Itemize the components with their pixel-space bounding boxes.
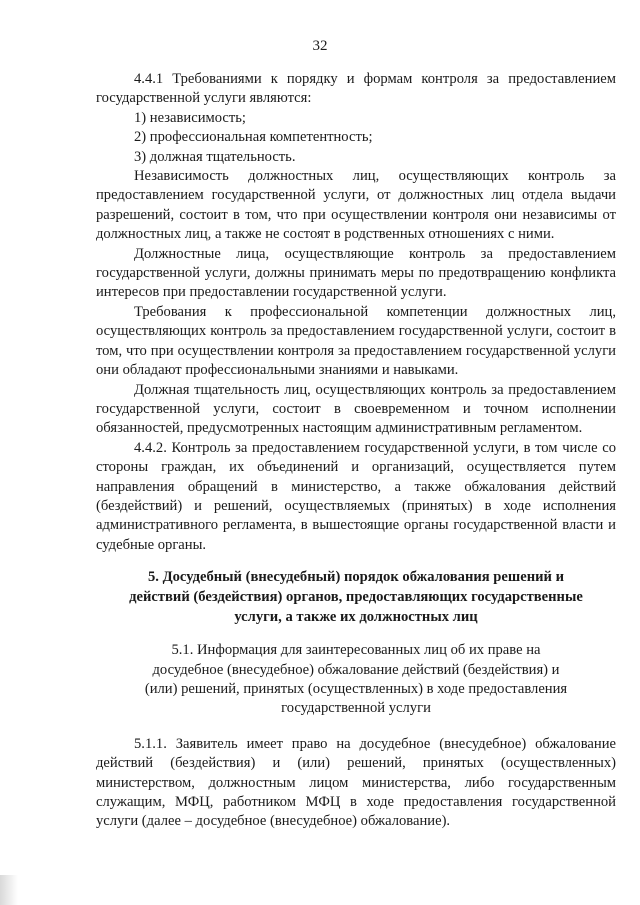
list-item-diligence: 3) должная тщательность. xyxy=(134,148,296,165)
list-item-competence: 2) профессиональная компетентность; xyxy=(134,129,373,146)
section-5-title: 5. Досудебный (внесудебный) порядок обжалования решений и действий (бездействия) органов, предоставляющих государственные услуги, а также их должностных лиц xyxy=(129,569,583,626)
paragraph-4-4-2: 4.4.2. Контроль за предоставлением государственной услуги, в том числе со стороны граждан, их объединений и организаций, осуществляется путем направления обращений в министерство, а также обжалования действий (бездействий) и решений, осуществляемых (принятых) в ходе исполнения административного регламента, в вышестоящие органы государственной власти и судебные органы. xyxy=(96,439,616,553)
page-content xyxy=(96,70,616,832)
page-number: 32 xyxy=(312,38,328,54)
paragraph-5-1-1: 5.1.1. Заявитель имеет право на досудебное (внесудебное) обжалование действий (бездействия) и (или) решений, принятых (осуществленных) министерством, должностным лицом министерства, либо государственным служащим, МФЦ, работником МФЦ в ходе предоставления государственной услуги (далее – досудебное (внесудебное) обжалование). xyxy=(96,735,616,830)
subsection-5-1-title: 5.1. Информация для заинтересованных лиц об их праве на досудебное (внесудебное) обжалование действий (бездействия) и (или) решений, принятых (осуществленных) в ходе предоставления государственной услуги xyxy=(144,642,568,717)
paragraph-conflict-of-interest: Должностные лица, осуществляющие контроль за предоставлением государственной услуги, должны принимать меры по предотвращению конфликта интересов при предоставлении государственной услуги. xyxy=(96,245,616,301)
paragraph-4-4-1: 4.4.1 Требованиями к порядку и формам контроля за предоставлением государственной услуги являются: xyxy=(96,71,616,107)
scan-edge-shadow xyxy=(0,875,18,905)
paragraph-diligence: Должная тщательность лиц, осуществляющих контроль за предоставлением государственной услуги, состоит в своевременном и точном исполнении обязанностей, предусмотренных настоящим административным регламентом. xyxy=(96,381,616,437)
list-item-independence: 1) независимость; xyxy=(134,109,246,126)
paragraph-independence: Независимость должностных лиц, осуществляющих контроль за предоставлением государственной услуги, от должностных лиц отдела выдачи разрешений, состоит в том, что при осуществлении контроля они независимы от должностных лиц, а также не состоят в родственных отношениях с ними. xyxy=(96,168,616,243)
paragraph-competence-requirements: Требования к профессиональной компетенции должностных лиц, осуществляющих контроль за предоставлением государственной услуги, состоит в том, что при осуществлении контроля за предоставлением государственной услуги они обладают профессиональными знаниями и навыками. xyxy=(96,303,616,379)
